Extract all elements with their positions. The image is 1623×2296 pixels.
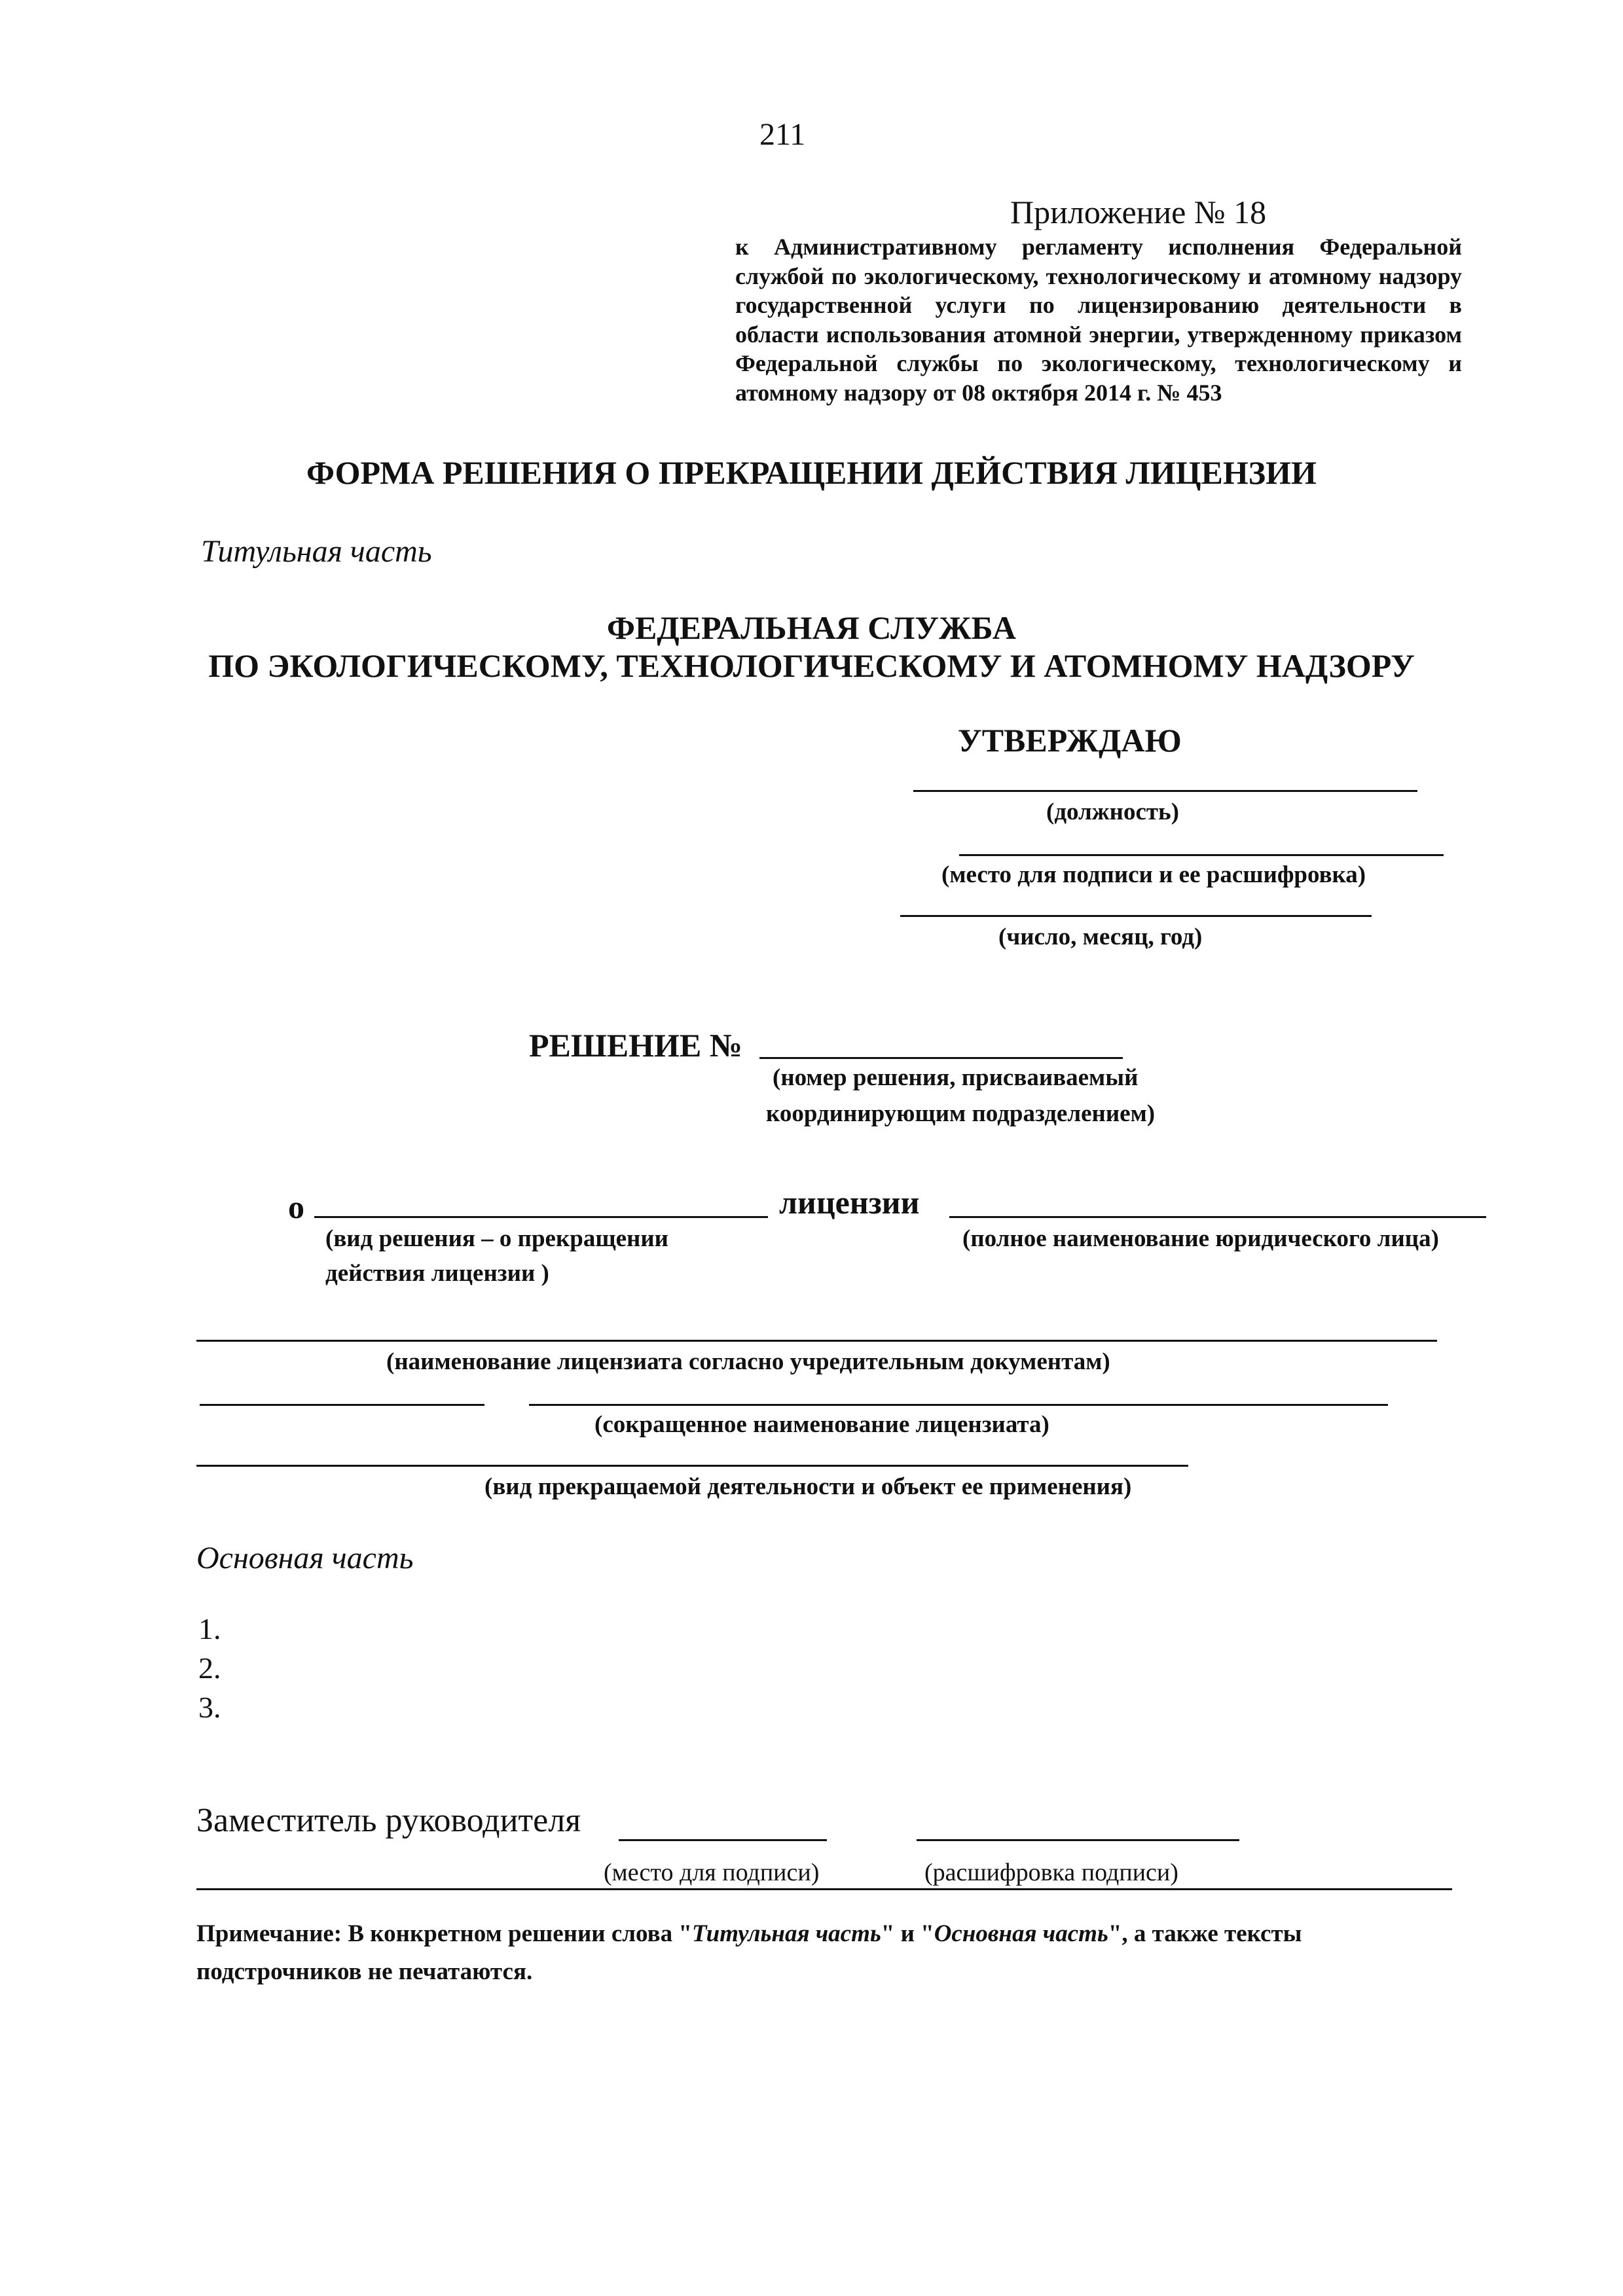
- note-prefix: Примечание: В конкретном решении слова ": [196, 1920, 692, 1947]
- activity-line: [196, 1465, 1188, 1467]
- short-name-line-left: [200, 1404, 484, 1406]
- note-term-title-part: Титульная часть: [691, 1920, 881, 1947]
- signature-place-line: [619, 1839, 827, 1841]
- licensee-name-line: [196, 1340, 1437, 1342]
- decision-number-line: [759, 1057, 1123, 1059]
- decision-type-caption-2: действия лицензии ): [325, 1260, 549, 1287]
- date-caption: (число, месяц, год): [998, 924, 1203, 950]
- licensee-name-caption: (наименование лицензиата согласно учредительным документам): [386, 1348, 1110, 1375]
- short-name-line-right: [529, 1404, 1388, 1406]
- agency-line-1: ФЕДЕРАЛЬНАЯ СЛУЖБА: [607, 609, 1016, 646]
- license-prefix: о: [288, 1189, 304, 1225]
- note-text: [196, 1915, 1414, 1991]
- approval-heading: УТВЕРЖДАЮ: [958, 722, 1182, 759]
- signature-line: [959, 854, 1444, 856]
- agency-line-2: ПО ЭКОЛОГИЧЕСКОМУ, ТЕХНОЛОГИЧЕСКОМУ И АТОМНОМУ НАДЗОРУ: [208, 647, 1415, 684]
- form-title: ФОРМА РЕШЕНИЯ О ПРЕКРАЩЕНИИ ДЕЙСТВИЯ ЛИЦЕНЗИИ: [306, 454, 1317, 491]
- signatory-role: Заместитель руководителя: [196, 1802, 581, 1839]
- list-item: 3.: [198, 1691, 221, 1724]
- date-line: [900, 915, 1372, 917]
- footer-rule: [196, 1888, 1452, 1890]
- decision-number-caption-1: (номер решения, присваиваемый: [773, 1064, 1139, 1091]
- entity-name-caption: (полное наименование юридического лица): [962, 1225, 1439, 1252]
- signature-decoding-line: [917, 1839, 1239, 1841]
- title-part-label: Титульная часть: [201, 534, 432, 569]
- activity-caption: (вид прекращаемой деятельности и объект ее применения): [484, 1473, 1132, 1500]
- entity-name-line: [949, 1216, 1486, 1218]
- signature-place-caption: (место для подписи): [604, 1859, 820, 1886]
- appendix-title: Приложение № 18: [1010, 194, 1267, 230]
- signature-caption: (место для подписи и ее расшифровка): [941, 861, 1366, 888]
- list-item: 2.: [198, 1651, 221, 1685]
- note-middle: " и ": [881, 1920, 934, 1947]
- decision-number-caption-2: координирующим подразделением): [766, 1100, 1156, 1127]
- page-number: 211: [759, 117, 806, 152]
- appendix-text: к Административному регламенту исполнения Федеральной службой по экологическому, технологическому и атомному надзору государственной услуги по лицензированию деятельности в области использования атомной энергии, утвержденному приказом Федеральной службы по экологическому, технологическому и атомному надзору от 08 октября 2014 г. № 453: [735, 234, 1462, 406]
- decision-type-caption-1: (вид решения – о прекращении: [325, 1225, 668, 1252]
- license-word: лицензии: [779, 1184, 920, 1221]
- short-name-caption: (сокращенное наименование лицензиата): [594, 1411, 1049, 1438]
- list-item: 1.: [198, 1612, 221, 1645]
- position-caption: (должность): [1046, 798, 1179, 825]
- main-part-label: Основная часть: [196, 1541, 414, 1575]
- note-term-main-part: Основная часть: [934, 1920, 1108, 1947]
- decision-type-line: [314, 1216, 768, 1218]
- position-line: [913, 790, 1417, 792]
- decision-heading: РЕШЕНИЕ №: [529, 1027, 743, 1064]
- signature-decoding-caption: (расшифровка подписи): [924, 1859, 1178, 1886]
- note-suffix: ", а также тексты подстрочников не печатаются.: [196, 1920, 1302, 1985]
